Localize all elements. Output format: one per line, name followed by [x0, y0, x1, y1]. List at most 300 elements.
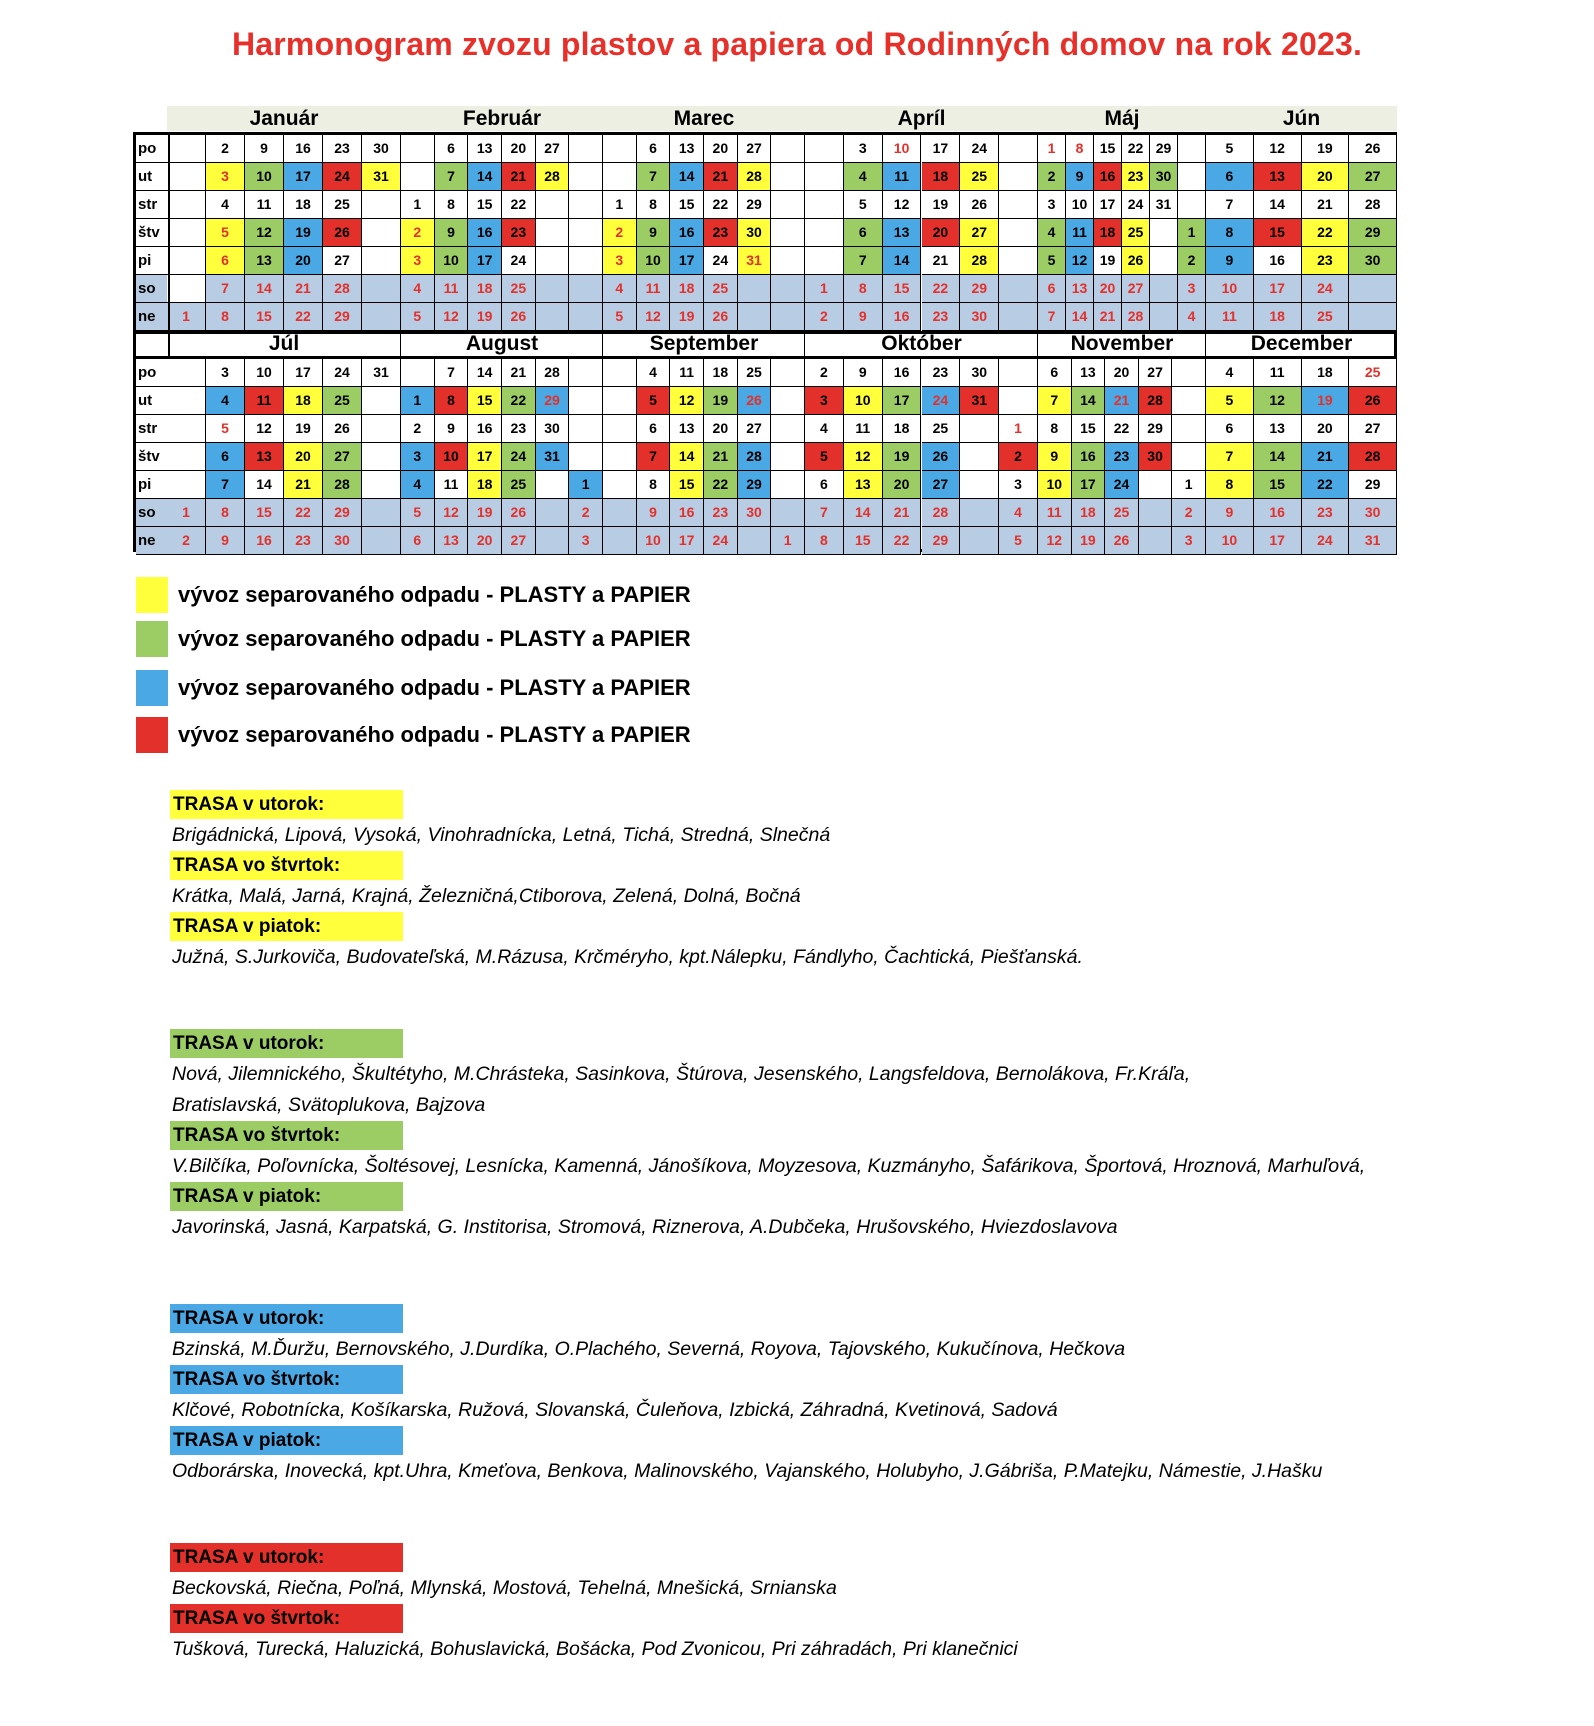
- day-cell: 21: [502, 163, 536, 191]
- day-cell: 3: [206, 359, 245, 387]
- route-heading: TRASA v utorok:: [170, 1304, 403, 1333]
- day-cell: [536, 303, 570, 331]
- day-cell: 16: [670, 499, 704, 527]
- day-cell: [771, 443, 805, 471]
- route-streets: Klčové, Robotnícka, Košíkarska, Ružová, Slovanská, Čuleňova, Izbická, Záhradná, Kvetinová, Sadová: [172, 1399, 1058, 1421]
- day-cell: 15: [670, 471, 704, 499]
- day-cell: [1178, 191, 1206, 219]
- day-cell: 26: [323, 219, 362, 247]
- day-cell: 2: [805, 303, 844, 331]
- day-label: štv: [136, 219, 168, 247]
- day-cell: 20: [1105, 359, 1139, 387]
- day-label: pi: [136, 471, 168, 499]
- route-streets: Beckovská, Riečna, Poľná, Mlynská, Mostová, Tehelná, Mnešická, Srnianska: [172, 1577, 837, 1599]
- month-name: Júl: [268, 332, 300, 355]
- legend-label: vývoz separovaného odpadu - PLASTY a PAPIER: [178, 675, 691, 700]
- day-cell: 8: [435, 191, 469, 219]
- day-cell: 19: [704, 387, 738, 415]
- day-cell: 13: [670, 415, 704, 443]
- day-cell: [362, 527, 401, 555]
- day-cell: 27: [323, 247, 362, 275]
- day-cell: 11: [637, 275, 671, 303]
- day-cell: [569, 443, 603, 471]
- day-cell: 7: [637, 163, 671, 191]
- day-cell: 25: [323, 387, 362, 415]
- month-name: Máj: [1104, 107, 1140, 130]
- day-cell: 19: [1072, 527, 1106, 555]
- day-cell: [1150, 219, 1178, 247]
- day-cell: 2: [1172, 499, 1206, 527]
- day-cell: 7: [844, 247, 883, 275]
- day-cell: 9: [1066, 163, 1094, 191]
- day-cell: 16: [670, 219, 704, 247]
- day-cell: 9: [206, 527, 245, 555]
- day-cell: 18: [670, 275, 704, 303]
- day-cell: [167, 359, 206, 387]
- day-cell: 20: [1302, 163, 1350, 191]
- day-cell: 12: [844, 443, 883, 471]
- day-cell: 6: [1038, 275, 1066, 303]
- day-label: str: [136, 191, 168, 219]
- day-cell: 6: [805, 471, 844, 499]
- day-cell: [1178, 163, 1206, 191]
- day-cell: 4: [206, 387, 245, 415]
- route-streets: V.Bilčíka, Poľovnícka, Šoltésovej, Lesnícka, Kamenná, Jánošíkova, Moyzesova, Kuzmányho, Šafárikova, Športová, Hroznová, Marhuľová,: [172, 1155, 1366, 1177]
- day-cell: 27: [536, 135, 570, 163]
- day-cell: [569, 387, 603, 415]
- day-cell: 4: [206, 191, 245, 219]
- day-cell: 3: [1178, 275, 1206, 303]
- day-cell: [603, 359, 637, 387]
- day-cell: [999, 275, 1038, 303]
- day-cell: 27: [738, 135, 772, 163]
- day-cell: 7: [1206, 191, 1254, 219]
- day-cell: 9: [1206, 499, 1254, 527]
- day-cell: 11: [1206, 303, 1254, 331]
- day-cell: 5: [1038, 247, 1066, 275]
- day-cell: 5: [844, 191, 883, 219]
- day-cell: [771, 415, 805, 443]
- day-cell: 28: [1139, 387, 1173, 415]
- day-cell: [999, 219, 1038, 247]
- day-cell: 10: [245, 163, 284, 191]
- day-cell: [167, 191, 206, 219]
- day-cell: 24: [1302, 275, 1350, 303]
- day-cell: 31: [536, 443, 570, 471]
- day-cell: 21: [704, 163, 738, 191]
- day-cell: 29: [738, 191, 772, 219]
- day-cell: 9: [637, 219, 671, 247]
- day-cell: [603, 471, 637, 499]
- route-heading: TRASA v utorok:: [170, 1543, 403, 1572]
- day-cell: 16: [1094, 163, 1122, 191]
- day-cell: 5: [1206, 387, 1254, 415]
- day-cell: [1172, 415, 1206, 443]
- day-cell: 9: [637, 499, 671, 527]
- day-cell: 12: [1254, 135, 1302, 163]
- day-cell: 12: [435, 303, 469, 331]
- day-cell: 11: [245, 191, 284, 219]
- day-cell: 19: [284, 415, 323, 443]
- day-cell: [603, 415, 637, 443]
- day-cell: 20: [1094, 275, 1122, 303]
- day-cell: 24: [960, 135, 999, 163]
- day-cell: 26: [323, 415, 362, 443]
- day-cell: 22: [1122, 135, 1150, 163]
- day-cell: 21: [502, 359, 536, 387]
- day-cell: [805, 247, 844, 275]
- day-cell: [362, 499, 401, 527]
- day-cell: 18: [468, 275, 502, 303]
- day-cell: 4: [999, 499, 1038, 527]
- day-cell: [569, 275, 603, 303]
- day-cell: 21: [704, 443, 738, 471]
- day-cell: 29: [536, 387, 570, 415]
- day-cell: 10: [844, 387, 883, 415]
- day-cell: 30: [536, 415, 570, 443]
- day-cell: 9: [844, 303, 883, 331]
- day-cell: 30: [1150, 163, 1178, 191]
- day-cell: 22: [284, 499, 323, 527]
- day-cell: 12: [245, 415, 284, 443]
- day-cell: [603, 527, 637, 555]
- day-cell: 1: [771, 527, 805, 555]
- day-cell: 16: [245, 527, 284, 555]
- day-cell: [362, 303, 401, 331]
- day-cell: 13: [1254, 163, 1302, 191]
- day-cell: 29: [922, 527, 961, 555]
- day-cell: 21: [922, 247, 961, 275]
- day-cell: 29: [1349, 471, 1397, 499]
- day-cell: 9: [1206, 247, 1254, 275]
- day-cell: 30: [960, 303, 999, 331]
- day-cell: 2: [569, 499, 603, 527]
- route-heading: TRASA vo štvrtok:: [170, 851, 403, 880]
- day-cell: 2: [999, 443, 1038, 471]
- day-cell: 17: [883, 387, 922, 415]
- day-cell: [1150, 275, 1178, 303]
- day-cell: [1139, 527, 1173, 555]
- day-cell: [536, 471, 570, 499]
- day-cell: 14: [468, 163, 502, 191]
- day-cell: [960, 471, 999, 499]
- day-cell: 24: [1105, 471, 1139, 499]
- day-cell: 27: [1139, 359, 1173, 387]
- day-cell: 3: [999, 471, 1038, 499]
- day-cell: 23: [704, 499, 738, 527]
- day-cell: [771, 303, 805, 331]
- day-cell: [603, 443, 637, 471]
- day-cell: [999, 191, 1038, 219]
- day-cell: 22: [284, 303, 323, 331]
- day-cell: 20: [468, 527, 502, 555]
- day-cell: 6: [637, 415, 671, 443]
- day-label: so: [136, 275, 168, 303]
- day-cell: [960, 527, 999, 555]
- day-cell: [771, 247, 805, 275]
- route-streets: Bzinská, M.Ďuržu, Bernovského, J.Durdíka, O.Plachého, Severná, Royova, Tajovského, Kukučínova, Hečkova: [172, 1338, 1126, 1360]
- day-cell: 1: [1178, 219, 1206, 247]
- day-cell: 4: [805, 415, 844, 443]
- day-cell: 3: [844, 135, 883, 163]
- day-cell: [536, 499, 570, 527]
- day-cell: 13: [1254, 415, 1302, 443]
- legend-label: vývoz separovaného odpadu - PLASTY a PAPIER: [178, 582, 691, 607]
- day-cell: 11: [1038, 499, 1072, 527]
- day-cell: 10: [637, 247, 671, 275]
- day-cell: [362, 247, 401, 275]
- day-label: ne: [136, 527, 168, 555]
- day-cell: 9: [1038, 443, 1072, 471]
- day-cell: 11: [435, 275, 469, 303]
- day-cell: 11: [844, 415, 883, 443]
- day-cell: 16: [468, 219, 502, 247]
- day-cell: 28: [323, 471, 362, 499]
- route-heading: TRASA v utorok:: [170, 1029, 403, 1058]
- day-cell: 25: [1122, 219, 1150, 247]
- day-cell: 19: [670, 303, 704, 331]
- day-cell: [603, 387, 637, 415]
- day-cell: 7: [1038, 303, 1066, 331]
- day-cell: 20: [922, 219, 961, 247]
- day-cell: 23: [502, 415, 536, 443]
- legend-swatch: [136, 717, 168, 753]
- day-cell: 10: [1066, 191, 1094, 219]
- route-streets: Tušková, Turecká, Haluzická, Bohuslavická, Bošácka, Pod Zvonicou, Pri záhradách, Pri klanečnici: [172, 1638, 1018, 1660]
- day-cell: 23: [704, 219, 738, 247]
- day-cell: [1139, 499, 1173, 527]
- day-cell: 17: [1094, 191, 1122, 219]
- day-cell: 29: [323, 499, 362, 527]
- day-cell: [805, 219, 844, 247]
- day-cell: 5: [401, 303, 435, 331]
- day-cell: 24: [502, 443, 536, 471]
- day-cell: 19: [883, 443, 922, 471]
- day-cell: 24: [1122, 191, 1150, 219]
- day-label: pi: [136, 247, 168, 275]
- day-cell: 16: [1072, 443, 1106, 471]
- day-cell: 17: [468, 247, 502, 275]
- day-cell: 7: [435, 359, 469, 387]
- day-cell: 28: [960, 247, 999, 275]
- day-cell: 18: [1302, 359, 1350, 387]
- day-cell: 14: [245, 275, 284, 303]
- day-cell: [999, 359, 1038, 387]
- day-cell: 30: [323, 527, 362, 555]
- month-name: September: [649, 332, 759, 355]
- day-cell: 15: [670, 191, 704, 219]
- legend-swatch: [136, 670, 168, 706]
- day-cell: 23: [284, 527, 323, 555]
- day-cell: 12: [1254, 387, 1302, 415]
- day-cell: 25: [502, 275, 536, 303]
- day-cell: 24: [1302, 527, 1350, 555]
- day-cell: 28: [1349, 443, 1397, 471]
- day-cell: 3: [1038, 191, 1066, 219]
- day-cell: 30: [1349, 247, 1397, 275]
- route-streets: Krátka, Malá, Jarná, Krajná, Železničná,Ctiborova, Zelená, Dolná, Bočná: [172, 885, 801, 907]
- day-cell: 19: [922, 191, 961, 219]
- day-cell: 7: [637, 443, 671, 471]
- day-cell: 30: [738, 499, 772, 527]
- day-cell: 15: [1254, 219, 1302, 247]
- day-cell: 6: [401, 527, 435, 555]
- day-cell: 23: [502, 219, 536, 247]
- day-cell: [805, 135, 844, 163]
- day-cell: 10: [435, 443, 469, 471]
- day-cell: 20: [284, 247, 323, 275]
- day-cell: 17: [670, 527, 704, 555]
- day-cell: 9: [435, 415, 469, 443]
- day-cell: [771, 499, 805, 527]
- day-cell: 4: [1178, 303, 1206, 331]
- day-cell: 28: [536, 359, 570, 387]
- day-label: štv: [136, 443, 168, 471]
- day-cell: 4: [1206, 359, 1254, 387]
- day-label: str: [136, 415, 168, 443]
- day-cell: 28: [922, 499, 961, 527]
- day-cell: 8: [805, 527, 844, 555]
- day-cell: 12: [245, 219, 284, 247]
- day-cell: 8: [844, 275, 883, 303]
- route-streets: Bratislavská, Svätoplukova, Bajzova: [172, 1094, 486, 1116]
- day-cell: 6: [206, 443, 245, 471]
- day-cell: 11: [1066, 219, 1094, 247]
- day-cell: [401, 163, 435, 191]
- day-cell: 15: [1094, 135, 1122, 163]
- day-cell: [536, 275, 570, 303]
- month-name: Jún: [1282, 107, 1321, 130]
- day-cell: 3: [206, 163, 245, 191]
- day-cell: [362, 219, 401, 247]
- day-cell: 20: [704, 135, 738, 163]
- day-cell: 22: [704, 191, 738, 219]
- day-cell: 5: [805, 443, 844, 471]
- day-cell: 24: [323, 359, 362, 387]
- day-cell: 25: [1349, 359, 1397, 387]
- day-cell: 22: [922, 275, 961, 303]
- day-cell: 15: [1254, 471, 1302, 499]
- day-cell: 1: [603, 191, 637, 219]
- day-cell: 21: [1105, 387, 1139, 415]
- day-cell: [1172, 443, 1206, 471]
- day-cell: [771, 359, 805, 387]
- day-cell: 2: [1038, 163, 1066, 191]
- day-cell: 8: [206, 303, 245, 331]
- day-cell: 25: [738, 359, 772, 387]
- day-cell: [771, 191, 805, 219]
- day-cell: 7: [206, 471, 245, 499]
- day-cell: 18: [1254, 303, 1302, 331]
- day-cell: 5: [206, 219, 245, 247]
- day-cell: 8: [435, 387, 469, 415]
- day-cell: 14: [245, 471, 284, 499]
- day-cell: 24: [922, 387, 961, 415]
- day-cell: 23: [922, 303, 961, 331]
- route-streets: Brigádnická, Lipová, Vysoká, Vinohradnícka, Letná, Tichá, Stredná, Slnečná: [172, 824, 831, 846]
- day-cell: 27: [738, 415, 772, 443]
- month-name: November: [1070, 332, 1174, 355]
- day-cell: 10: [1038, 471, 1072, 499]
- day-cell: 30: [362, 135, 401, 163]
- day-cell: 9: [435, 219, 469, 247]
- day-cell: 16: [883, 359, 922, 387]
- day-cell: 25: [1105, 499, 1139, 527]
- day-cell: 5: [206, 415, 245, 443]
- day-cell: [167, 275, 206, 303]
- day-cell: 13: [844, 471, 883, 499]
- day-cell: 13: [468, 135, 502, 163]
- day-cell: 24: [704, 527, 738, 555]
- day-cell: [805, 163, 844, 191]
- day-cell: 23: [323, 135, 362, 163]
- day-cell: 14: [1254, 443, 1302, 471]
- day-cell: 13: [245, 443, 284, 471]
- day-cell: 22: [704, 471, 738, 499]
- legend-swatch: [136, 577, 168, 613]
- day-cell: [569, 135, 603, 163]
- day-cell: 17: [284, 163, 323, 191]
- day-cell: 19: [284, 219, 323, 247]
- route-heading: TRASA vo štvrtok:: [170, 1365, 403, 1394]
- day-cell: 1: [401, 191, 435, 219]
- day-cell: 8: [637, 191, 671, 219]
- day-cell: 4: [1038, 219, 1066, 247]
- day-cell: 4: [637, 359, 671, 387]
- day-cell: 7: [1038, 387, 1072, 415]
- day-cell: [603, 499, 637, 527]
- day-cell: [999, 247, 1038, 275]
- day-cell: 22: [502, 387, 536, 415]
- day-cell: [771, 275, 805, 303]
- day-cell: [569, 219, 603, 247]
- day-cell: 29: [1139, 415, 1173, 443]
- day-cell: 13: [670, 135, 704, 163]
- day-cell: 26: [960, 191, 999, 219]
- day-cell: [167, 219, 206, 247]
- day-cell: 25: [960, 163, 999, 191]
- day-cell: 2: [167, 527, 206, 555]
- day-cell: 31: [1150, 191, 1178, 219]
- day-cell: 5: [1206, 135, 1254, 163]
- day-cell: [738, 275, 772, 303]
- day-cell: [167, 247, 206, 275]
- day-label: po: [136, 359, 168, 387]
- day-cell: 22: [883, 527, 922, 555]
- day-cell: 26: [922, 443, 961, 471]
- day-cell: 13: [1066, 275, 1094, 303]
- day-cell: 7: [805, 499, 844, 527]
- route-heading: TRASA v piatok:: [170, 912, 403, 941]
- day-cell: 5: [401, 499, 435, 527]
- legend-swatch: [136, 621, 168, 657]
- day-cell: 4: [603, 275, 637, 303]
- day-cell: [603, 135, 637, 163]
- route-heading: TRASA v piatok:: [170, 1182, 403, 1211]
- day-cell: [738, 527, 772, 555]
- day-cell: 1: [569, 471, 603, 499]
- day-label: po: [136, 135, 168, 163]
- day-cell: 30: [1139, 443, 1173, 471]
- day-cell: 5: [999, 527, 1038, 555]
- day-cell: 14: [883, 247, 922, 275]
- page-title: Harmonogram zvozu plastov a papiera od Rodinných domov na rok 2023.: [231, 26, 1363, 62]
- route-streets: Južná, S.Jurkoviča, Budovateľská, M.Rázusa, Krčméryho, kpt.Nálepku, Fándlyho, Čachtická, Piešťanská.: [172, 946, 1083, 968]
- day-cell: [167, 135, 206, 163]
- day-cell: 22: [1302, 219, 1350, 247]
- day-cell: [401, 135, 435, 163]
- day-cell: 2: [603, 219, 637, 247]
